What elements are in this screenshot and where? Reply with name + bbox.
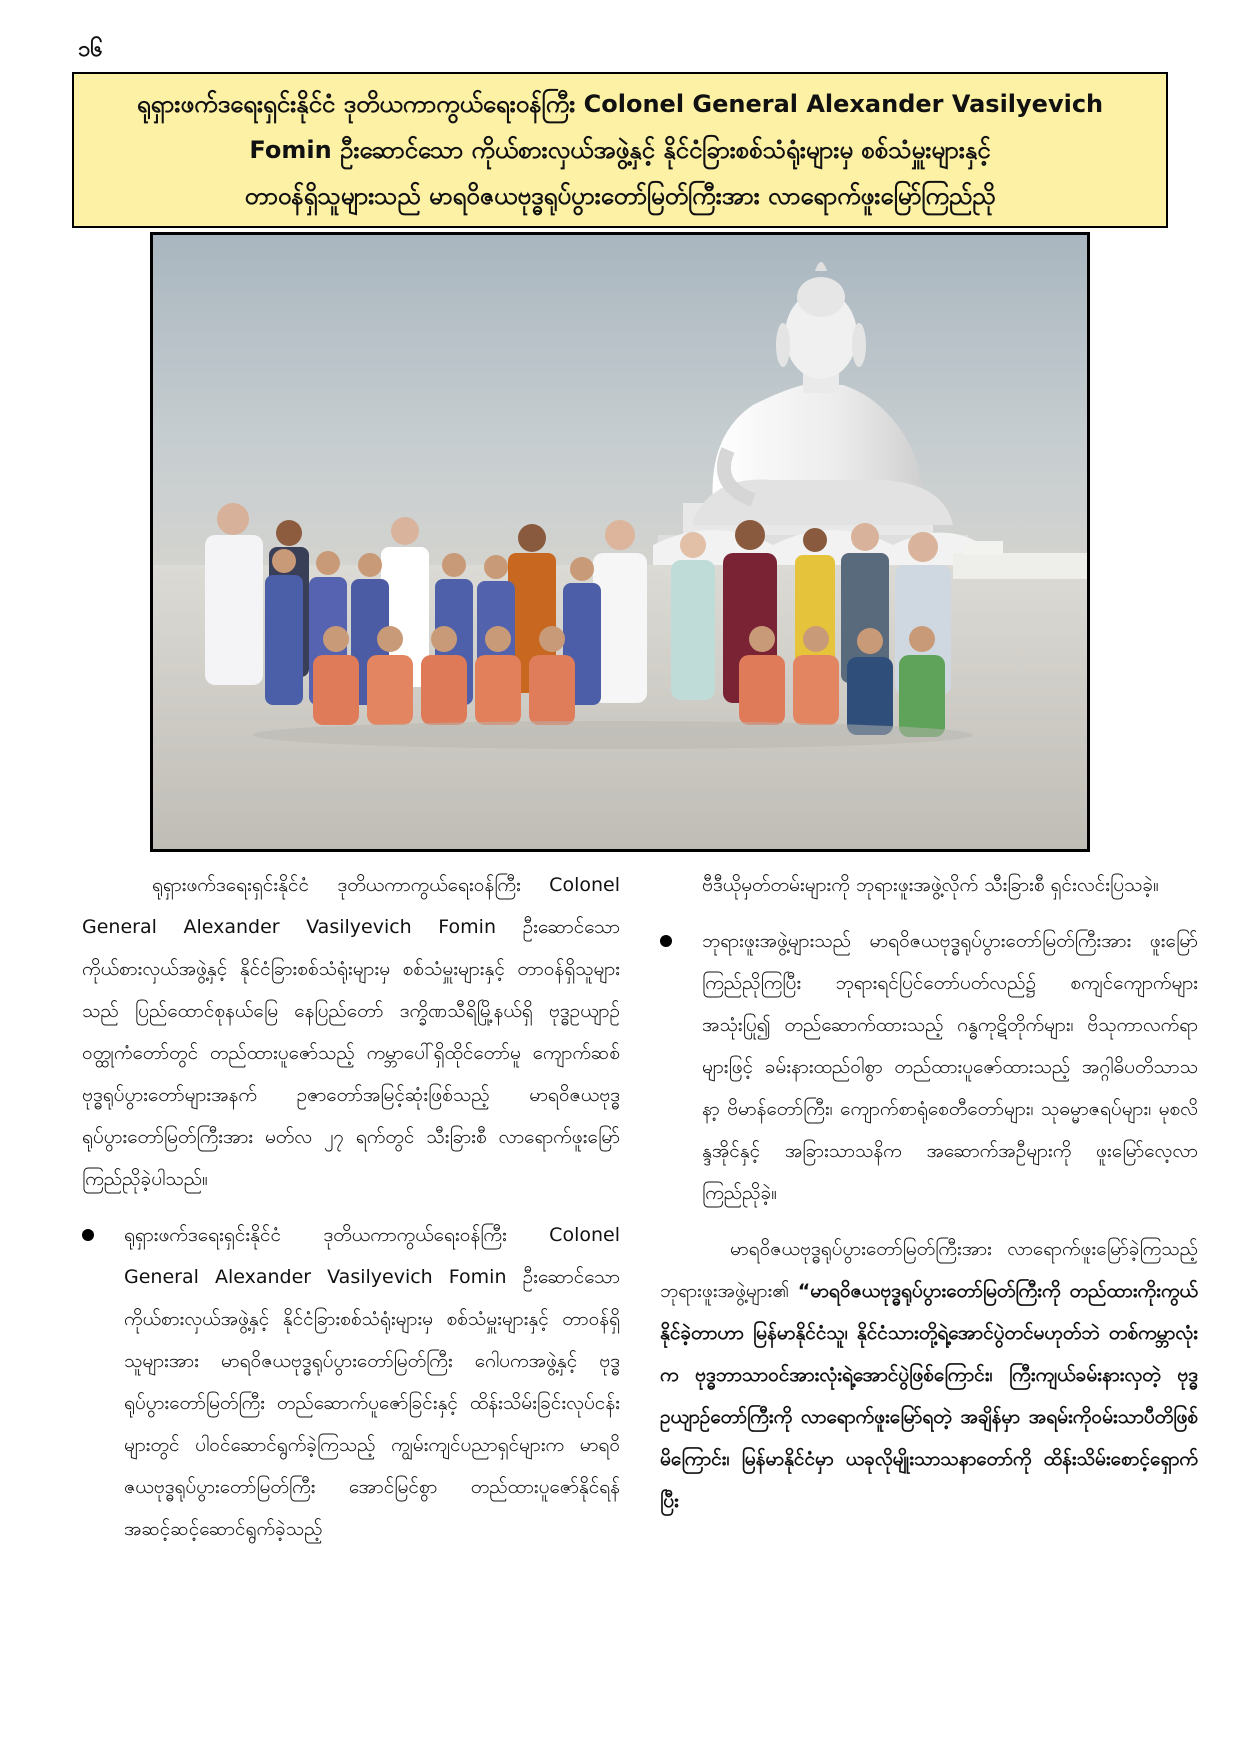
headline-box [72, 72, 1168, 228]
bullet-icon [660, 935, 672, 947]
left-column [82, 864, 620, 1564]
headline-line-1: ရုရှားဖက်ဒရေးရှင်းနိုင်ငံ ဒုတိယကာကွယ်ရေးဝန်ကြီး Colonel General Alexander Vasilyevich [136, 90, 1104, 118]
quote-lead: မာရဝိဇယဗုဒ္ဓရုပ်ပွားတော်မြတ်ကြီးအား လာရောက်ဖူးမြော်ခဲ့ကြသည့် ဘုရားဖူးအဖွဲ့များ၏ [660, 1238, 1198, 1302]
right-column [660, 864, 1198, 1536]
paragraph-quote [660, 1228, 1198, 1522]
page-number: ၁၆ [78, 37, 103, 62]
bullet-paragraph [660, 920, 1198, 1214]
paragraph-text: ရုရှားဖက်ဒရေးရှင်းနိုင်ငံ ဒုတိယကာကွယ်ရေးဝန်ကြီး Colonel General Alexander Vasilyevich Fomin ဦးဆောင်သော ကိုယ်စားလှယ်အဖွဲ့နှင့် နိုင်ငံခြားစစ်သံရုံးများမှ စစ်သံမှူးများနှင့် တာဝန်ရှိသူများအား မာရဝိဇယဗုဒ္ဓရုပ်ပွားတော်မြတ်ကြီး ဂေါပကအဖွဲ့နှင့် ဗုဒ္ဓရုပ်ပွားတော်မြတ်ကြီး တည်ဆောက်ပူဇော်ခြင်းနှင့် ထိန်းသိမ်းခြင်းလုပ်ငန်းများတွင် ပါဝင်ဆောင်ရွက်ခဲ့ကြသည့် ကျွမ်းကျင်ပညာရှင်များက မာရဝိဇယဗုဒ္ဓရုပ်ပွားတော်မြတ်ကြီး အောင်မြင်စွာ တည်ထားပူဇော်နိုင်ရန် အဆင့်ဆင့်ဆောင်ရွက်ခဲ့သည့် [124, 1224, 620, 1540]
paragraph-continued: ဗီဒီယိုမှတ်တမ်းများကို ဘုရားဖူးအဖွဲ့လိုက် သီးခြားစီ ရှင်းလင်းပြသခဲ့။ [702, 874, 1159, 896]
paragraph-intro: ရုရှားဖက်ဒရေးရှင်းနိုင်ငံ ဒုတိယကာကွယ်ရေးဝန်ကြီး Colonel General Alexander Vasilyevich Fomin ဦးဆောင်သော ကိုယ်စားလှယ်အဖွဲ့နှင့် နိုင်ငံခြားစစ်သံရုံးများမှ စစ်သံမှူးများနှင့် တာဝန်ရှိသူများသည် ပြည်ထောင်စုနယ်မြေ နေပြည်တော် ဒက္ခိဏသီရိမြို့နယ်ရှိ ဗုဒ္ဓဥယျာဉ်ဝတ္ထုကံတော်တွင် တည်ထားပူဇော်သည့် ကမ္ဘာပေါ်ရှိထိုင်တော်မူ ကျောက်ဆစ်ဗုဒ္ဓရုပ်ပွားတော်များအနက် ဥဇာတော်အမြင့်ဆုံးဖြစ်သည့် မာရဝိဇယဗုဒ္ဓရုပ်ပွားတော်မြတ်ကြီးအား မတ်လ ၂၇ ရက်တွင် သီးခြားစီ လာရောက်ဖူးမြော်ကြည်ညိုခဲ့ပါသည်။ [82, 874, 620, 1190]
group-photo [150, 232, 1090, 852]
paragraph-text: ဘုရားဖူးအဖွဲ့များသည် မာရဝိဇယဗုဒ္ဓရုပ်ပွားတော်မြတ်ကြီးအား ဖူးမြော်ကြည်ညိုကြပြီး ဘုရားရင်ပြင်တော်ပတ်လည်၌ စကျင်ကျောက်များ အသုံးပြု၍ တည်ဆောက်ထားသည့် ဂန္ဓကုဋိတိုက်များ၊ ဗိသုကာလက်ရာများဖြင့် ခမ်းနားထည်ဝါစွာ တည်ထားပူဇော်ထားသည့် အဂ္ဂါဓိပတိသာသနာ့ ဗိမာန်တော်ကြီး၊ ကျောက်စာရုံစေတီတော်များ၊ သုဓမ္မာဇရပ်များ၊ မုစလိန္ဒအိုင်နှင့် အခြားသာသနိက အဆောက်အဦများကို ဖူးမြော်လေ့လာကြည်ညိုခဲ့။ [702, 930, 1198, 1204]
headline-line-2: Fomin ဦးဆောင်သော ကိုယ်စားလှယ်အဖွဲ့နှင့် နိုင်ငံခြားစစ်သံရုံးများမှ စစ်သံမှူးများနှင့် [249, 136, 991, 164]
quote-text: “မာရဝိဇယဗုဒ္ဓရုပ်ပွားတော်မြတ်ကြီးကို တည်ထားကိုးကွယ်နိုင်ခဲ့တာဟာ မြန်မာနိုင်ငံသူ၊ နိုင်ငံသားတို့ရဲ့အောင်ပွဲတင်မဟုတ်ဘဲ တစ်ကမ္ဘာလုံးက ဗုဒ္ဓဘာသာဝင်အားလုံးရဲ့အောင်ပွဲဖြစ်ကြောင်း၊ ကြီးကျယ်ခမ်းနားလှတဲ့ ဗုဒ္ဓဥယျာဉ်တော်ကြီးကို လာရောက်ဖူးမြော်ရတဲ့ အချိန်မှာ အရမ်းကိုဝမ်းသာပီတိဖြစ်မိကြောင်း၊ မြန်မာနိုင်ငံမှာ ယခုလိုမျိုးသာသနာတော်ကို ထိန်းသိမ်းစောင့်ရှောက်ပြီး [660, 1280, 1198, 1512]
bullet-paragraph [82, 1214, 620, 1550]
bullet-icon [82, 1229, 94, 1241]
headline-line-3: တာဝန်ရှိသူများသည် မာရဝိဇယဗုဒ္ဓရုပ်ပွားတော်မြတ်ကြီးအား လာရောက်ဖူးမြော်ကြည်ညို [244, 182, 996, 210]
ground-shadow [253, 721, 973, 749]
